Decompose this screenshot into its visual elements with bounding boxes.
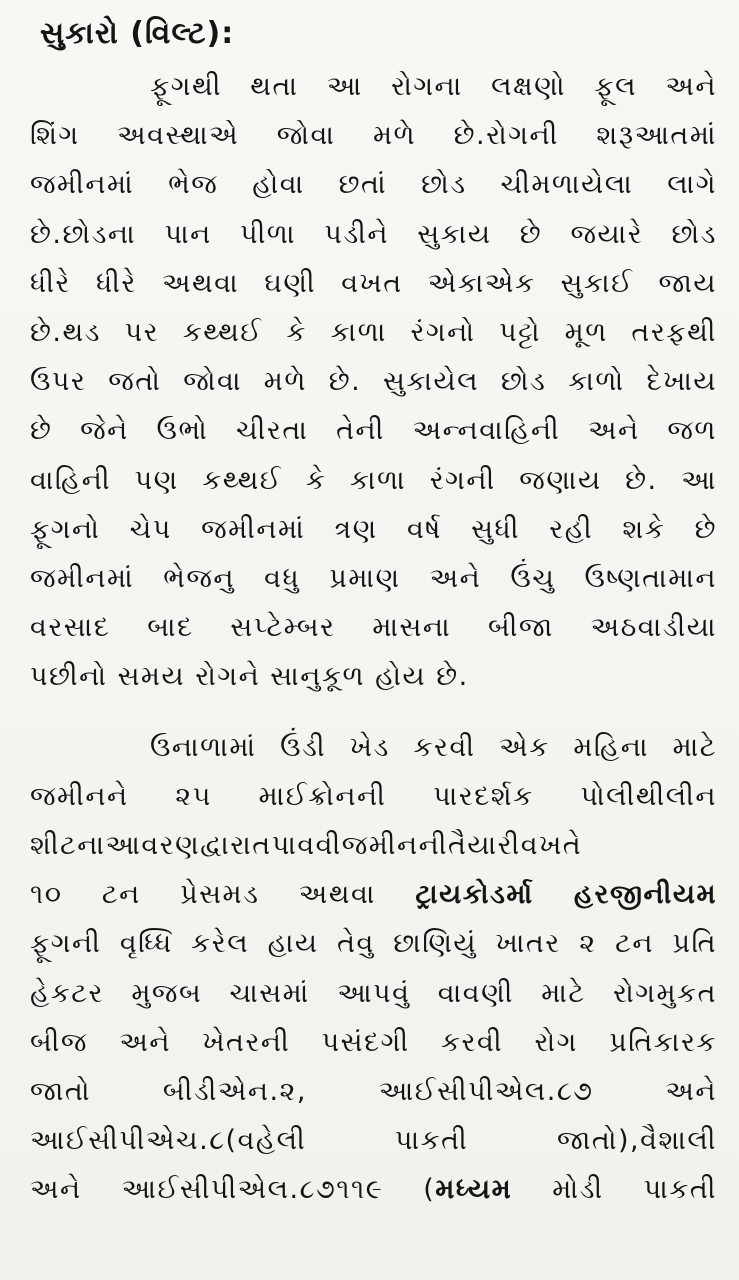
text-line: ફૂગની વૃધ્ધિ કરેલ હાય તેવુ છાણિયું ખાતર ૨ ટન પ્રતિ [30,928,717,960]
text-line: વાહિની પણ કથ્થઈ કે કાળા રંગની જણાય છે. આ [30,464,717,496]
text-line: ધીરે ધીરે અથવા ઘણી વખત એકાએક સુકાઈ જાય [30,267,717,299]
text-line-mixed [30,1165,717,1214]
text-line: બીજ અને ખેતરની પસંદગી કરવી રોગ પ્રતિકારક [30,1026,717,1058]
text-line: છે જેને ઉભો ચીરતા તેની અન્નવાહિની અને જળ [30,415,717,447]
section-heading: સુકારો (વિલ્ટ): [40,16,235,51]
text-line: વરસાદ બાદ સપ્ટેમ્બર માસના બીજા અઠવાડીયા [30,612,717,644]
text-run: અને આઈસીપીએલ.૮૭૧૧૯ ( [30,1174,436,1206]
text-line: છે.છોડના પાન પીળા પડીને સુકાય છે જયારે છોડ [30,218,717,250]
text-line: જમીનને ૨૫ માઈક્રોનની પારદર્શક પોલીથીલીન [30,780,717,812]
text-line: છે.થડ પર કથ્થઈ કે કાળા રંગનો પટ્ટો મૂળ તરફથી [30,317,717,349]
text-line: ઉપર જતો જોવા મળે છે. સુકાયેલ છોડ કાળો દેખાય [30,366,717,398]
text-line: ઉનાળામાં ઉંડી ખેડ કરવી એક મહિના માટે [150,731,717,763]
text-run: ૧૦ ટન પ્રેસમડ અથવા [30,879,376,911]
text-line: ફૂગથી થતા આ રોગના લક્ષણો ફૂલ અને [150,71,717,102]
bold-term: મધ્યમ [435,1174,513,1206]
text-run: મોડી પાકતી [552,1174,717,1206]
text-line: હેકટર મુજબ ચાસમાં આપવું વાવણી માટે રોગમુકત [30,977,717,1009]
text-line: જમીનમાં ભેજનુ વધુ પ્રમાણ અને ઉંચુ ઉષ્ણતામાન [30,563,717,595]
bold-term: ટ્રાયકોડર્મા હરજીનીયમ [415,879,718,911]
paragraph-2 [30,723,717,1215]
text-line: આઈસીપીએચ.૮(વહેલી પાકતી જાતો),વૈશાલી [30,1125,717,1157]
text-line: શીટનાઆવરણદ્વારાતપાવવીજમીનનીતૈયારીવખતે [30,830,583,862]
text-line: જમીનમાં ભેજ હોવા છતાં છોડ ચીમળાયેલા લાગે [30,169,717,201]
text-line: ફૂગનો ચેપ જમીનમાં ત્રણ વર્ષ સુધી રહી શકે છે [30,513,717,545]
paragraph-1 [30,62,717,702]
text-line: જાતો બીડીએન.૨, આઈસીપીએલ.૮૭ અને [30,1076,717,1108]
text-line-mixed [30,870,717,919]
text-line: પછીનો સમય રોગને સાનુકૂળ હોય છે. [30,661,469,693]
text-line: શિંગ અવસ્થાએ જોવા મળે છે.રોગની શરૂઆતમાં [30,120,717,152]
